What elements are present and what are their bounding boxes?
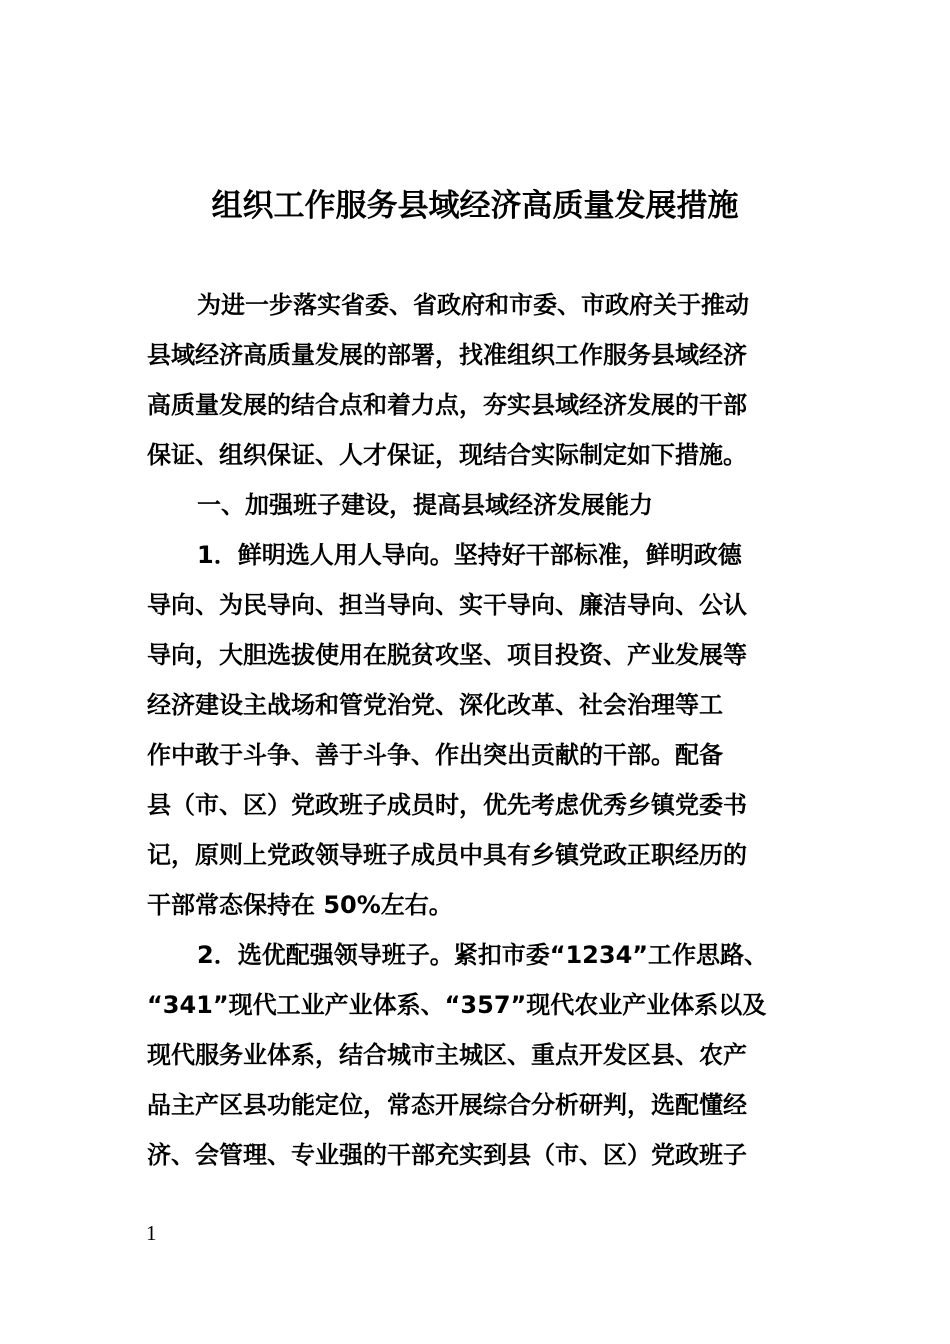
paragraph-line: 现代服务业体系，结合城市主城区、重点开发区县、农产 <box>147 1041 747 1069</box>
paragraph-line: 济、会管理、专业强的干部充实到县（市、区）党政班子 <box>147 1141 747 1169</box>
paragraph-line: 记，原则上党政领导班子成员中具有乡镇党政正职经历的 <box>147 841 747 869</box>
paragraph-line: 品主产区县功能定位，常态开展综合分析研判，选配懂经 <box>147 1091 747 1119</box>
paragraph-line: 2．选优配强领导班子。紧扣市委“1234”工作思路、 <box>197 941 769 969</box>
page-number: 1 <box>146 1221 157 1245</box>
paragraph-line: 经济建设主战场和管党治党、深化改革、社会治理等工 <box>147 691 723 719</box>
document-title: 组织工作服务县域经济高质量发展措施 <box>211 188 739 224</box>
paragraph-line: 高质量发展的结合点和着力点，夯实县域经济发展的干部 <box>147 391 747 419</box>
paragraph-line: 保证、组织保证、人才保证，现结合实际制定如下措施。 <box>147 441 747 469</box>
paragraph-line: 干部常态保持在 50%左右。 <box>147 891 453 919</box>
paragraph-line: 县（市、区）党政班子成员时，优先考虑优秀乡镇党委书 <box>147 791 747 819</box>
paragraph-line: 为进一步落实省委、省政府和市委、市政府关于推动 <box>197 291 749 319</box>
paragraph-line: 作中敢于斗争、善于斗争、作出突出贡献的干部。配备 <box>147 741 723 769</box>
paragraph-line: 1．鲜明选人用人导向。坚持好干部标准，鲜明政德 <box>197 541 742 569</box>
paragraph-line: 导向、为民导向、担当导向、实干导向、廉洁导向、公认 <box>147 591 747 619</box>
paragraph-line: 导向，大胆选拔使用在脱贫攻坚、项目投资、产业发展等 <box>147 641 747 669</box>
paragraph-line: “341”现代工业产业体系、“357”现代农业产业体系以及 <box>147 991 767 1019</box>
paragraph-line: 县域经济高质量发展的部署，找准组织工作服务县域经济 <box>147 341 747 369</box>
section-heading: 一、加强班子建设，提高县域经济发展能力 <box>197 491 653 519</box>
